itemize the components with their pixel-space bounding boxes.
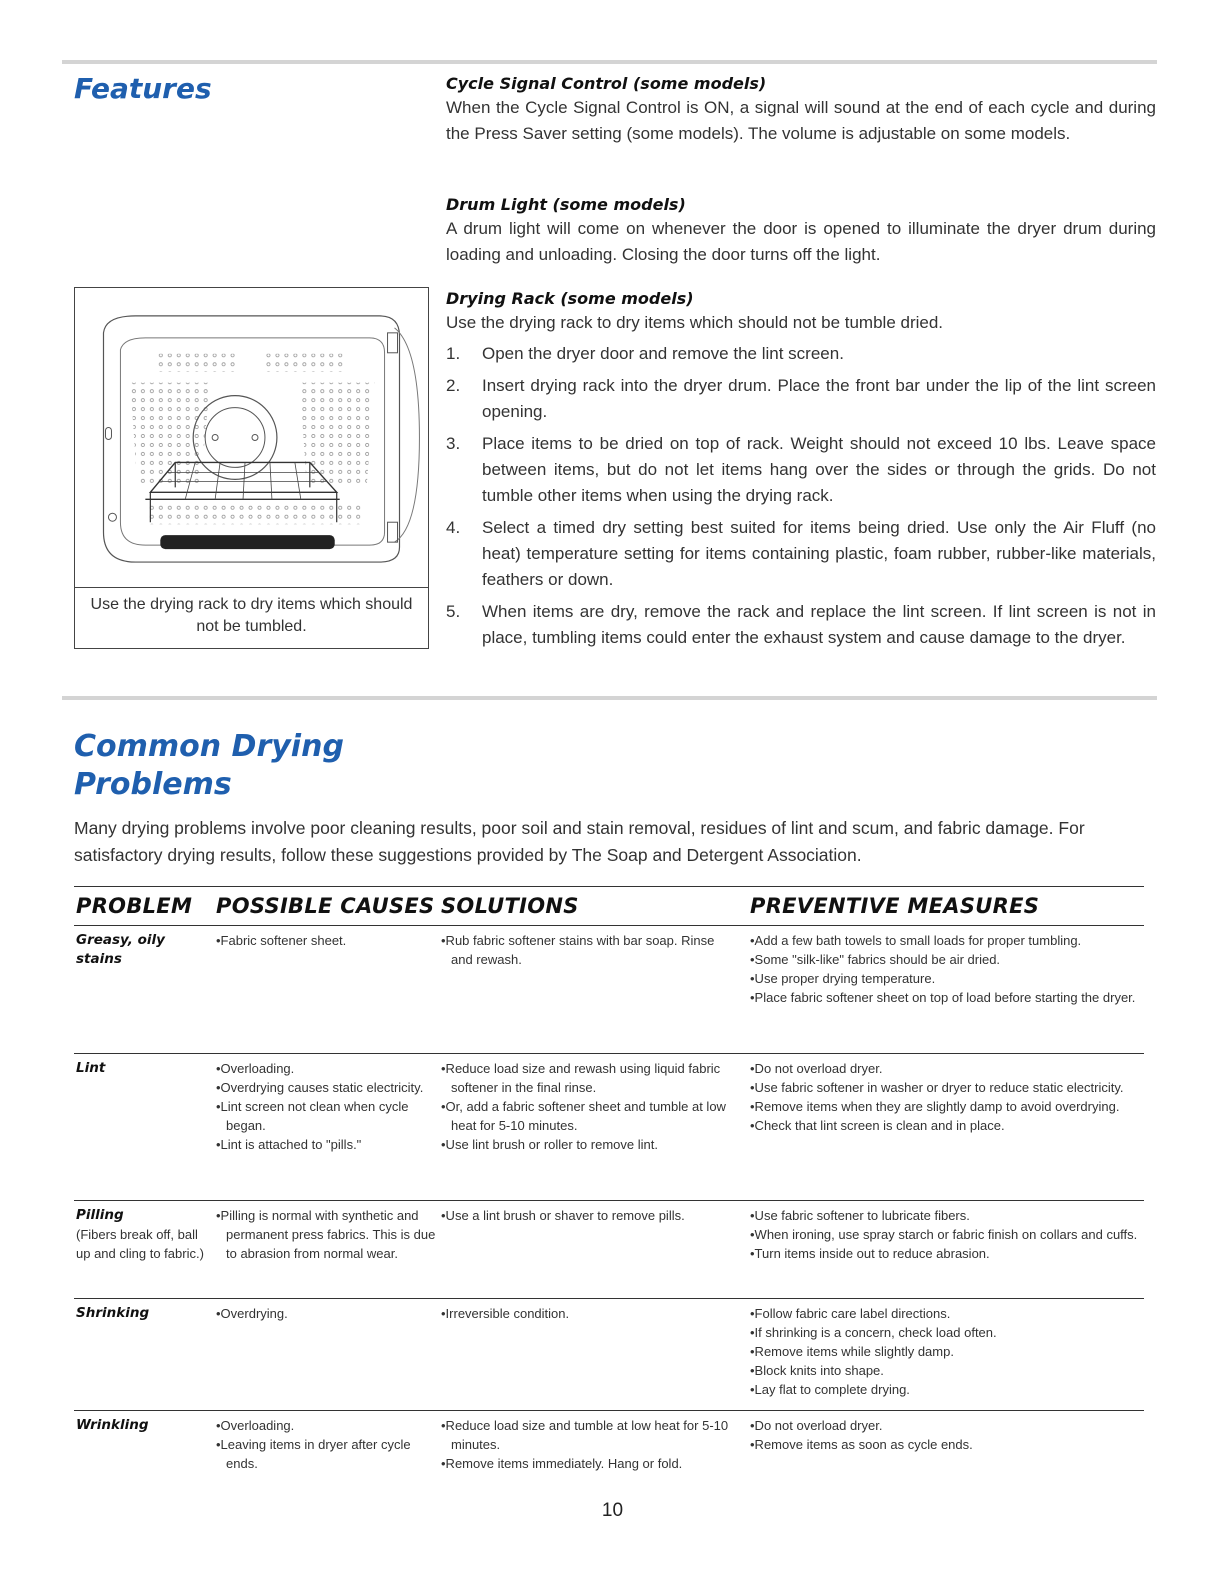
cause-item: •Fabric softener sheet.: [216, 933, 347, 948]
table-header: [74, 886, 1144, 926]
problem-name: Pilling: [76, 1207, 124, 1223]
features-title: Features: [74, 72, 212, 105]
problems-title-line2: Problems: [74, 767, 232, 802]
cause-item: •Overloading.: [216, 1061, 295, 1076]
preventive-cell: [750, 1416, 1140, 1454]
problems-table: [74, 886, 1144, 1506]
cause-item: •Leaving items in dryer after cycle ends.: [216, 1437, 411, 1471]
cycle-signal-heading: Cycle Signal Control (some models): [446, 74, 767, 93]
page-number: 10: [601, 1500, 624, 1521]
step-number: 3.: [446, 434, 461, 453]
preventive-item: •Use fabric softener in washer or dryer to reduce static electricity.: [750, 1080, 1124, 1095]
preventive-item: •Use fabric softener to lubricate fibers.: [750, 1208, 970, 1223]
drying-rack-body: Use the drying rack to dry items which should not be tumble dried.: [446, 313, 944, 332]
drum-light-heading: Drum Light (some models): [446, 195, 686, 214]
solution-item: •Or, add a fabric softener sheet and tumble at low heat for 5-10 minutes.: [441, 1099, 726, 1133]
preventive-item: •When ironing, use spray starch or fabric finish on collars and cuffs.: [750, 1227, 1138, 1242]
step-item: [446, 515, 1156, 593]
preventive-item: •Remove items as soon as cycle ends.: [750, 1437, 973, 1452]
preventive-item: •Do not overload dryer.: [750, 1061, 883, 1076]
cause-item: •Lint screen not clean when cycle began.: [216, 1099, 409, 1133]
step-number: 2.: [446, 376, 461, 395]
preventive-item: •Turn items inside out to reduce abrasion.: [750, 1246, 990, 1261]
drying-rack-heading: Drying Rack (some models): [446, 289, 694, 308]
solution-item: •Use lint brush or roller to remove lint.: [441, 1137, 658, 1152]
table-row: [74, 1411, 1144, 1506]
cause-item: •Overloading.: [216, 1418, 295, 1433]
problem-cell: [76, 1206, 206, 1263]
preventive-item: •Some "silk-like" fabrics should be air dried.: [750, 952, 1001, 967]
table-row: [74, 1054, 1144, 1201]
preventive-cell: [750, 1304, 1140, 1399]
preventive-cell: [750, 1206, 1140, 1263]
solutions-cell: [441, 1059, 731, 1154]
problem-cell: [76, 931, 206, 969]
solution-item: •Remove items immediately. Hang or fold.: [441, 1456, 683, 1471]
drum-light-section: [446, 193, 1156, 268]
drum-light-body: A drum light will come on whenever the door is opened to illuminate the dryer drum during loading and unloading. Closing the door turns off the light.: [446, 219, 1156, 264]
cause-item: •Overdrying causes static electricity.: [216, 1080, 424, 1095]
table-row: [74, 926, 1144, 1054]
drying-rack-section: [446, 287, 1156, 657]
solution-item: •Rub fabric softener stains with bar soap. Rinse and rewash.: [441, 933, 715, 967]
problem-note: (Fibers break off, ball up and cling to fabric.): [76, 1227, 204, 1261]
drying-rack-figure: [74, 287, 429, 649]
step-number: 4.: [446, 518, 461, 537]
preventive-item: •Remove items when they are slightly damp to avoid overdrying.: [750, 1099, 1120, 1114]
top-divider: [62, 60, 1157, 64]
cycle-signal-body: When the Cycle Signal Control is ON, a signal will sound at the end of each cycle and during the Press Saver setting (some models). The volume is adjustable on some models.: [446, 98, 1156, 143]
problems-title: [74, 728, 344, 804]
preventive-item: •Add a few bath towels to small loads for proper tumbling.: [750, 933, 1082, 948]
header-preventive-measures: PREVENTIVE MEASURES: [750, 894, 1040, 918]
problem-name: Greasy, oily stains: [76, 932, 165, 967]
problems-title-line1: Common Drying: [74, 729, 344, 764]
solutions-cell: [441, 931, 731, 969]
solutions-cell: [441, 1206, 731, 1225]
drying-rack-steps: [446, 341, 1156, 651]
step-text: Select a timed dry setting best suited for items being dried. Use only the Air Fluff (no heat) temperature setting for items containing plastic, foam rubber, rubber-like materials, feathers or down.: [482, 518, 1156, 589]
step-item: [446, 599, 1156, 651]
step-item: [446, 373, 1156, 425]
step-text: Place items to be dried on top of rack. Weight should not exceed 10 lbs. Leave space between items, but do not let items hang over the sides or through the grids. Do not tumble other items when using the drying rack.: [482, 434, 1156, 505]
problem-cell: [76, 1304, 206, 1323]
step-item: [446, 431, 1156, 509]
step-number: 5.: [446, 602, 461, 621]
header-possible-causes: POSSIBLE CAUSES: [216, 894, 435, 918]
preventive-item: •Lay flat to complete drying.: [750, 1382, 910, 1397]
figure-caption: Use the drying rack to dry items which should not be tumbled.: [90, 596, 413, 635]
header-solutions: SOLUTIONS: [441, 894, 579, 918]
preventive-cell: [750, 931, 1140, 1007]
section-divider: [62, 696, 1157, 700]
step-number: 1.: [446, 344, 461, 363]
problem-name: Shrinking: [76, 1305, 150, 1321]
causes-cell: [216, 1416, 436, 1473]
step-text: When items are dry, remove the rack and replace the lint screen. If lint screen is not in place, tumbling items could enter the exhaust system and cause damage to the dryer.: [482, 602, 1156, 647]
preventive-item: •Place fabric softener sheet on top of load before starting the dryer.: [750, 990, 1136, 1005]
preventive-item: •Remove items while slightly damp.: [750, 1344, 954, 1359]
solution-item: •Irreversible condition.: [441, 1306, 570, 1321]
solution-item: •Reduce load size and tumble at low heat for 5-10 minutes.: [441, 1418, 729, 1452]
preventive-item: •Follow fabric care label directions.: [750, 1306, 951, 1321]
solutions-cell: [441, 1304, 731, 1323]
drying-rack-illustration: [75, 288, 428, 588]
step-text: Insert drying rack into the dryer drum. Place the front bar under the lip of the lint screen opening.: [482, 376, 1156, 421]
problem-name: Lint: [76, 1060, 106, 1076]
step-text: Open the dryer door and remove the lint screen.: [482, 344, 844, 363]
causes-cell: [216, 931, 436, 950]
cause-item: •Lint is attached to "pills.": [216, 1137, 362, 1152]
cycle-signal-section: [446, 72, 1156, 147]
step-item: [446, 341, 1156, 367]
table-row: [74, 1299, 1144, 1411]
solution-item: •Use a lint brush or shaver to remove pills.: [441, 1208, 685, 1223]
problems-intro: Many drying problems involve poor cleaning results, poor soil and stain removal, residues of lint and scum, and fabric damage. For satisfactory drying results, follow these suggestions provided by The Soap and Detergent Association.: [74, 818, 1085, 865]
header-problem: PROBLEM: [76, 894, 193, 918]
preventive-cell: [750, 1059, 1140, 1135]
preventive-item: •Block knits into shape.: [750, 1363, 884, 1378]
preventive-item: •Use proper drying temperature.: [750, 971, 936, 986]
problem-name: Wrinkling: [76, 1417, 149, 1433]
cause-item: •Overdrying.: [216, 1306, 288, 1321]
causes-cell: [216, 1059, 436, 1154]
problem-cell: [76, 1416, 206, 1435]
preventive-item: •Do not overload dryer.: [750, 1418, 883, 1433]
cause-item: •Pilling is normal with synthetic and permanent press fabrics. This is due to abrasion from normal wear.: [216, 1208, 436, 1261]
solutions-cell: [441, 1416, 731, 1473]
causes-cell: [216, 1206, 436, 1263]
preventive-item: •Check that lint screen is clean and in place.: [750, 1118, 1005, 1133]
solution-item: •Reduce load size and rewash using liquid fabric softener in the final rinse.: [441, 1061, 721, 1095]
table-row: [74, 1201, 1144, 1299]
causes-cell: [216, 1304, 436, 1323]
preventive-item: •If shrinking is a concern, check load often.: [750, 1325, 997, 1340]
problem-cell: [76, 1059, 206, 1078]
